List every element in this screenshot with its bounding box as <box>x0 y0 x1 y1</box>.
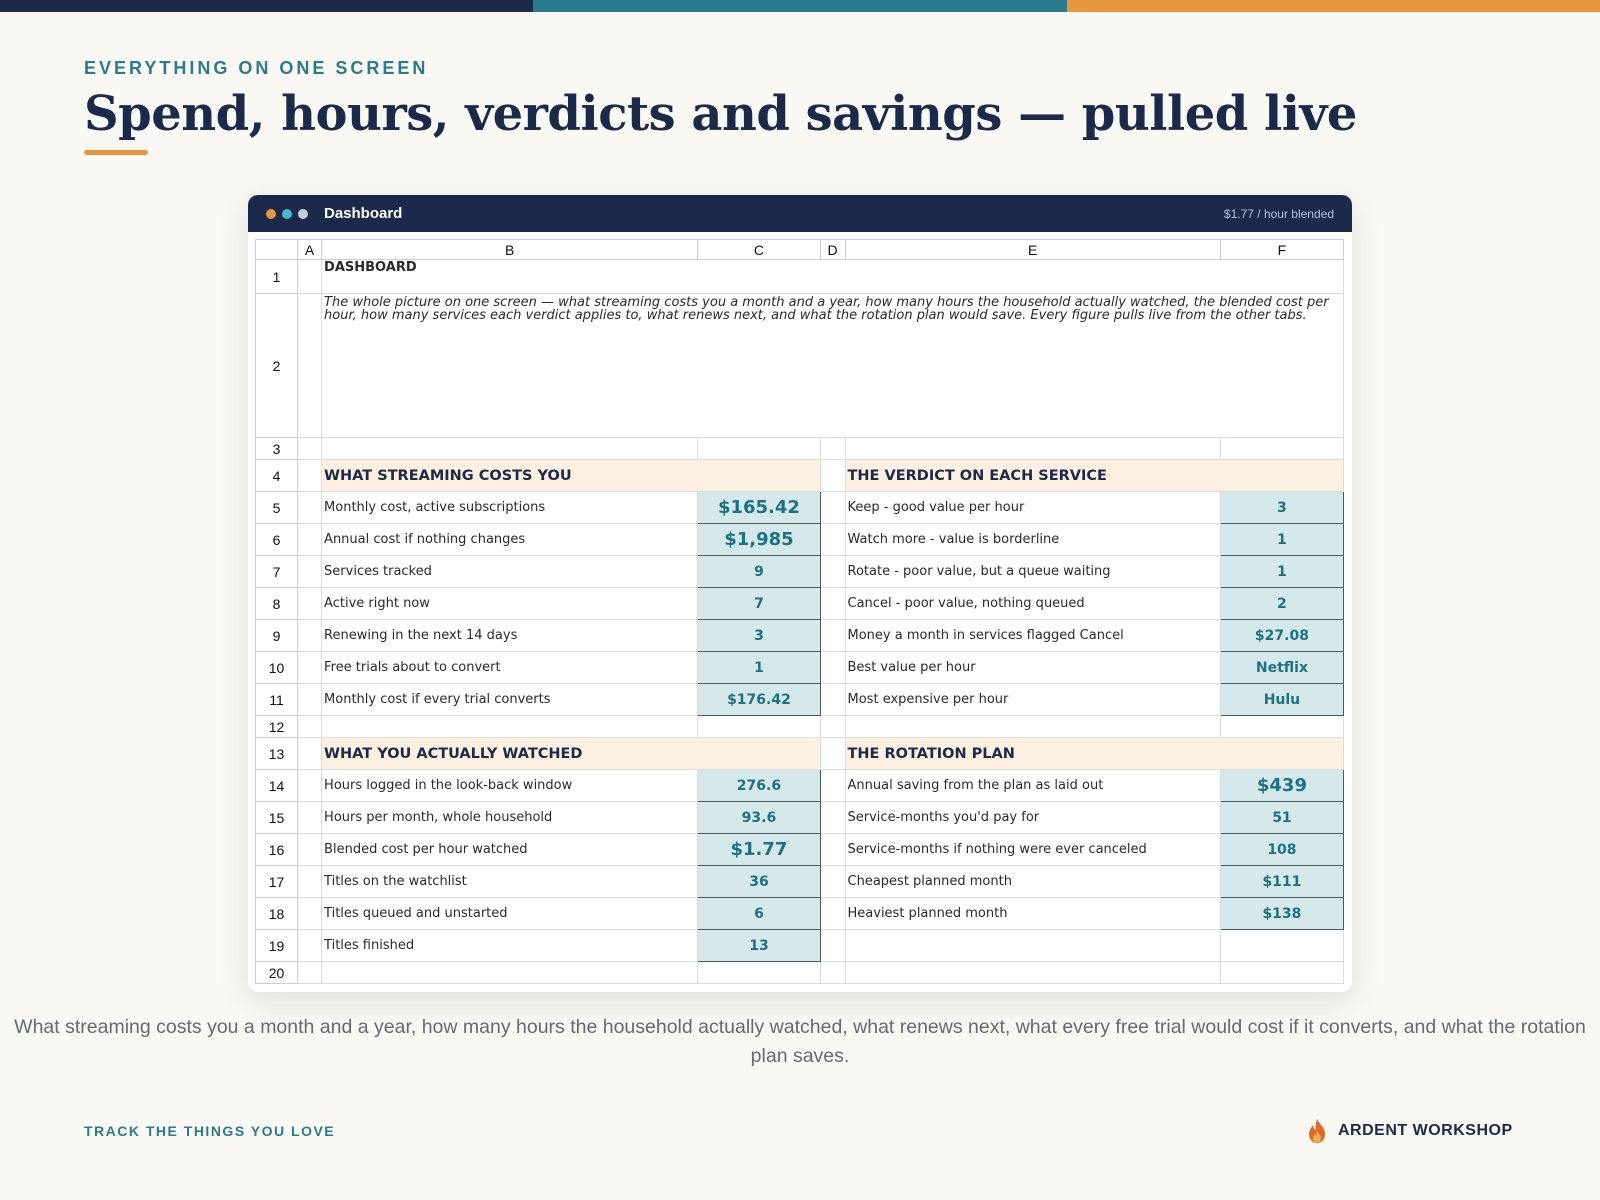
empty-cell[interactable] <box>845 930 1220 962</box>
column-header-b[interactable]: B <box>322 240 698 260</box>
footer-brand <box>1306 1118 1513 1144</box>
cost-label[interactable]: Services tracked <box>322 556 698 588</box>
table-row <box>256 620 1344 652</box>
watched-label[interactable]: Hours logged in the look-back window <box>322 770 698 802</box>
row-number[interactable]: 19 <box>256 930 298 962</box>
verdict-label[interactable]: Keep - good value per hour <box>845 492 1220 524</box>
verdict-value[interactable]: 1 <box>1220 556 1343 588</box>
rotation-label[interactable]: Cheapest planned month <box>845 866 1220 898</box>
empty-cell[interactable] <box>698 962 820 984</box>
empty-cell[interactable] <box>298 684 322 716</box>
empty-cell[interactable] <box>298 738 322 770</box>
verdict-label[interactable]: Rotate - poor value, but a queue waiting <box>845 556 1220 588</box>
blended-rate-badge: $1.77 / hour blended <box>1223 206 1334 221</box>
cost-label[interactable]: Monthly cost, active subscriptions <box>322 492 698 524</box>
rotation-value[interactable]: 108 <box>1220 834 1343 866</box>
table-row <box>256 684 1344 716</box>
empty-cell[interactable] <box>820 930 845 962</box>
empty-cell[interactable] <box>845 438 1220 460</box>
row-number[interactable]: 3 <box>256 438 298 460</box>
spreadsheet-window <box>248 195 1352 992</box>
verdict-value[interactable]: 3 <box>1220 492 1343 524</box>
verdict-label[interactable]: Watch more - value is borderline <box>845 524 1220 556</box>
watched-value[interactable]: 6 <box>698 898 820 930</box>
accent-segment-orange <box>1067 0 1600 12</box>
cost-label[interactable]: Monthly cost if every trial converts <box>322 684 698 716</box>
cost-value[interactable]: 3 <box>698 620 820 652</box>
flame-icon <box>1306 1118 1328 1144</box>
empty-cell[interactable] <box>820 866 845 898</box>
table-row <box>256 834 1344 866</box>
cost-value[interactable]: 1 <box>698 652 820 684</box>
watched-value[interactable]: 93.6 <box>698 802 820 834</box>
empty-cell[interactable] <box>322 438 698 460</box>
empty-cell[interactable] <box>845 962 1220 984</box>
column-header-a[interactable]: A <box>298 240 322 260</box>
column-header-c[interactable]: C <box>698 240 820 260</box>
row-number[interactable]: 20 <box>256 962 298 984</box>
empty-cell[interactable] <box>298 898 322 930</box>
empty-cell[interactable] <box>298 438 322 460</box>
empty-cell[interactable] <box>845 716 1220 738</box>
row-number[interactable]: 13 <box>256 738 298 770</box>
verdict-value[interactable]: Netflix <box>1220 652 1343 684</box>
corner-cell[interactable] <box>256 240 298 260</box>
brand-name: ARDENT WORKSHOP <box>1338 1122 1513 1139</box>
row-number[interactable]: 15 <box>256 802 298 834</box>
empty-cell[interactable] <box>298 770 322 802</box>
watched-value[interactable]: 13 <box>698 930 820 962</box>
row-number[interactable]: 10 <box>256 652 298 684</box>
table-row <box>256 738 1344 770</box>
row-number[interactable]: 7 <box>256 556 298 588</box>
sheet-description[interactable]: The whole picture on one screen — what streaming costs you a month and a year, how many hours the household actually watched, the blended cost per hour, how many services each verdict applies to, what renews next, and what the rotation plan would save. Every figure pulls live from the other tabs. <box>322 294 1344 438</box>
dashboard-caption: What streaming costs you a month and a year, how many hours the household actually watched, what renews next, what every free trial would cost if it converts, and what the rotation plan saves. <box>14 1016 1586 1067</box>
empty-cell[interactable] <box>820 834 845 866</box>
verdict-value[interactable]: $27.08 <box>1220 620 1343 652</box>
table-row <box>256 438 1344 460</box>
empty-cell[interactable] <box>298 930 322 962</box>
cost-value[interactable]: $176.42 <box>698 684 820 716</box>
rotation-value[interactable]: $138 <box>1220 898 1343 930</box>
empty-cell[interactable] <box>820 556 845 588</box>
empty-cell[interactable] <box>820 962 845 984</box>
empty-cell[interactable] <box>1220 438 1343 460</box>
table-row <box>256 556 1344 588</box>
sheet-title[interactable]: DASHBOARD <box>322 260 1344 294</box>
watched-label[interactable]: Titles on the watchlist <box>322 866 698 898</box>
accent-segment-navy <box>0 0 533 12</box>
table-row <box>256 460 1344 492</box>
empty-cell[interactable] <box>820 770 845 802</box>
empty-cell[interactable] <box>298 962 322 984</box>
empty-cell[interactable] <box>820 652 845 684</box>
empty-cell[interactable] <box>820 738 845 770</box>
rotation-label[interactable]: Service-months if nothing were ever canceled <box>845 834 1220 866</box>
dashboard-sheet <box>255 239 1344 984</box>
section-header-verdict[interactable]: THE VERDICT ON EACH SERVICE <box>845 460 1343 492</box>
empty-cell[interactable] <box>820 716 845 738</box>
rotation-value[interactable]: $111 <box>1220 866 1343 898</box>
row-number[interactable]: 1 <box>256 260 298 294</box>
cell-a1[interactable] <box>298 260 322 294</box>
empty-cell[interactable] <box>820 588 845 620</box>
empty-cell[interactable] <box>820 460 845 492</box>
column-header-row <box>256 240 1344 260</box>
rotation-value[interactable]: $439 <box>1220 770 1343 802</box>
cost-label[interactable]: Free trials about to convert <box>322 652 698 684</box>
cost-label[interactable]: Renewing in the next 14 days <box>322 620 698 652</box>
column-header-f[interactable]: F <box>1220 240 1343 260</box>
verdict-label[interactable]: Cancel - poor value, nothing queued <box>845 588 1220 620</box>
title-underline <box>84 150 148 155</box>
empty-cell[interactable] <box>698 438 820 460</box>
section-header-costs[interactable]: WHAT STREAMING COSTS YOU <box>322 460 820 492</box>
table-row <box>256 716 1344 738</box>
watched-label[interactable]: Titles queued and unstarted <box>322 898 698 930</box>
cost-label[interactable]: Active right now <box>322 588 698 620</box>
window-title: Dashboard <box>324 205 403 222</box>
watched-value[interactable]: 276.6 <box>698 770 820 802</box>
table-row <box>256 260 1344 294</box>
rotation-label[interactable]: Service-months you'd pay for <box>845 802 1220 834</box>
empty-cell[interactable] <box>820 620 845 652</box>
verdict-value[interactable]: 1 <box>1220 524 1343 556</box>
section-header-rotation[interactable]: THE ROTATION PLAN <box>845 738 1343 770</box>
empty-cell[interactable] <box>298 460 322 492</box>
verdict-value[interactable]: Hulu <box>1220 684 1343 716</box>
table-row <box>256 930 1344 962</box>
row-number[interactable]: 8 <box>256 588 298 620</box>
empty-cell[interactable] <box>298 802 322 834</box>
table-row <box>256 770 1344 802</box>
accent-segment-teal <box>533 0 1066 12</box>
verdict-value[interactable]: 2 <box>1220 588 1343 620</box>
empty-cell[interactable] <box>820 898 845 930</box>
table-row <box>256 898 1344 930</box>
footer-tagline: TRACK THE THINGS YOU LOVE <box>84 1123 336 1139</box>
empty-cell[interactable] <box>322 716 698 738</box>
row-number[interactable]: 5 <box>256 492 298 524</box>
window-titlebar <box>248 195 1352 232</box>
section-header-watched[interactable]: WHAT YOU ACTUALLY WATCHED <box>322 738 820 770</box>
table-row <box>256 652 1344 684</box>
empty-cell[interactable] <box>298 620 322 652</box>
table-row <box>256 962 1344 984</box>
window-dot-gray[interactable] <box>298 209 308 219</box>
row-number[interactable]: 18 <box>256 898 298 930</box>
table-row <box>256 866 1344 898</box>
watched-value[interactable]: $1.77 <box>698 834 820 866</box>
row-number[interactable]: 6 <box>256 524 298 556</box>
empty-cell[interactable] <box>1220 962 1343 984</box>
row-number[interactable]: 11 <box>256 684 298 716</box>
cell-a2[interactable] <box>298 294 322 438</box>
watched-label[interactable]: Titles finished <box>322 930 698 962</box>
cost-value[interactable]: $1,985 <box>698 524 820 556</box>
table-row <box>256 802 1344 834</box>
window-dot-teal[interactable] <box>282 209 292 219</box>
empty-cell[interactable] <box>820 684 845 716</box>
empty-cell[interactable] <box>820 802 845 834</box>
empty-cell[interactable] <box>298 866 322 898</box>
verdict-label[interactable]: Best value per hour <box>845 652 1220 684</box>
empty-cell[interactable] <box>298 492 322 524</box>
empty-cell[interactable] <box>1220 930 1343 962</box>
eyebrow-label: EVERYTHING ON ONE SCREEN <box>84 58 429 78</box>
column-header-e[interactable]: E <box>845 240 1220 260</box>
empty-cell[interactable] <box>298 652 322 684</box>
row-number[interactable]: 14 <box>256 770 298 802</box>
empty-cell[interactable] <box>298 556 322 588</box>
cost-value[interactable]: 7 <box>698 588 820 620</box>
row-number[interactable]: 2 <box>256 294 298 438</box>
table-row <box>256 294 1344 438</box>
row-number[interactable]: 12 <box>256 716 298 738</box>
empty-cell[interactable] <box>298 834 322 866</box>
cost-value[interactable]: 9 <box>698 556 820 588</box>
rotation-label[interactable]: Annual saving from the plan as laid out <box>845 770 1220 802</box>
window-dot-orange[interactable] <box>266 209 276 219</box>
row-number[interactable]: 9 <box>256 620 298 652</box>
row-number[interactable]: 16 <box>256 834 298 866</box>
column-header-d[interactable]: D <box>820 240 845 260</box>
rotation-label[interactable]: Heaviest planned month <box>845 898 1220 930</box>
watched-value[interactable]: 36 <box>698 866 820 898</box>
page-title: Spend, hours, verdicts and savings — pulled live <box>84 86 1357 142</box>
verdict-label[interactable]: Money a month in services flagged Cancel <box>845 620 1220 652</box>
empty-cell[interactable] <box>298 588 322 620</box>
watched-label[interactable]: Hours per month, whole household <box>322 802 698 834</box>
empty-cell[interactable] <box>698 716 820 738</box>
empty-cell[interactable] <box>298 524 322 556</box>
empty-cell[interactable] <box>1220 716 1343 738</box>
watched-label[interactable]: Blended cost per hour watched <box>322 834 698 866</box>
empty-cell[interactable] <box>820 438 845 460</box>
top-accent-bar <box>0 0 1600 12</box>
rotation-value[interactable]: 51 <box>1220 802 1343 834</box>
empty-cell[interactable] <box>820 524 845 556</box>
table-row <box>256 524 1344 556</box>
verdict-label[interactable]: Most expensive per hour <box>845 684 1220 716</box>
row-number[interactable]: 4 <box>256 460 298 492</box>
cost-label[interactable]: Annual cost if nothing changes <box>322 524 698 556</box>
cost-value[interactable]: $165.42 <box>698 492 820 524</box>
row-number[interactable]: 17 <box>256 866 298 898</box>
empty-cell[interactable] <box>322 962 698 984</box>
empty-cell[interactable] <box>298 716 322 738</box>
empty-cell[interactable] <box>820 492 845 524</box>
table-row <box>256 588 1344 620</box>
table-row <box>256 492 1344 524</box>
